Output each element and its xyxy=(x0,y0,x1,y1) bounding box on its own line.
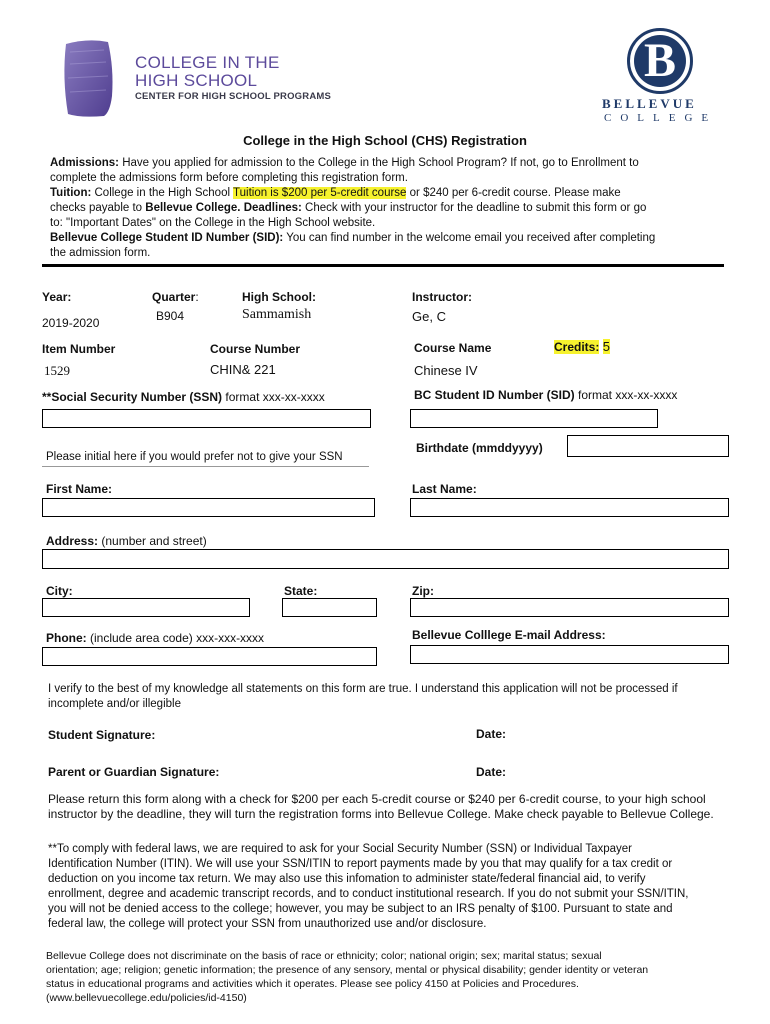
sid-label-row xyxy=(414,388,677,403)
credits-label: Credits: xyxy=(554,340,600,354)
ssn-initial-line[interactable] xyxy=(42,466,369,467)
student-signature-label: Student Signature: xyxy=(48,728,156,742)
bellevue-logo-line1: BELLEVUE xyxy=(602,96,697,111)
item-number-label: Item Number xyxy=(42,342,116,356)
credits-value: 5 xyxy=(602,339,610,354)
bellevue-logo-line2: COLLEGE xyxy=(604,112,718,124)
address-label-row xyxy=(46,534,207,549)
state-label: State: xyxy=(284,584,318,598)
sid-format: format xxx-xx-xxxx xyxy=(574,388,678,402)
sid-intro-label: Bellevue College Student ID Number (SID): xyxy=(50,232,284,244)
state-field[interactable] xyxy=(282,598,377,617)
instructor-label: Instructor: xyxy=(412,290,472,304)
city-field[interactable] xyxy=(42,598,250,617)
high-school-value: Sammamish xyxy=(242,307,312,322)
instructor-value: Ge, C xyxy=(412,309,446,324)
ssn-field[interactable] xyxy=(42,409,371,428)
last-name-field[interactable] xyxy=(410,498,729,517)
quarter-label: Quarter: xyxy=(152,290,199,304)
email-field[interactable] xyxy=(410,645,729,664)
return-instructions: Please return this form along with a check for $200 per each 5-credit course or $240 per 6-credit course, to your high school instructor by the deadline, they will turn the registration forms into Bellevue College. Make check payable to Bellevue College. xyxy=(48,792,714,821)
zip-field[interactable] xyxy=(410,598,729,617)
ssn-label: **Social Security Number (SSN) xyxy=(42,390,223,404)
birthdate-label: Birthdate (mmddyyyy) xyxy=(416,441,543,455)
quarter-value: B904 xyxy=(156,309,185,323)
sid-label: BC Student ID Number (SID) xyxy=(414,388,575,402)
year-value: 2019-2020 xyxy=(42,316,100,330)
chs-logo-mark-icon xyxy=(60,38,116,118)
first-name-label: First Name: xyxy=(46,482,113,496)
chs-logo-line3: CENTER FOR HIGH SCHOOL PROGRAMS xyxy=(135,91,332,102)
sid-intro-text-cont: the admission form. xyxy=(50,247,151,259)
bellevue-b-letter: B xyxy=(643,34,676,87)
admissions-text-cont: complete the admissions form before completing this registration form. xyxy=(50,172,408,184)
high-school-label: High School: xyxy=(242,290,316,304)
zip-label: Zip: xyxy=(412,584,434,598)
ssn-initial-text: Please initial here if you would prefer not to give your SSN xyxy=(46,451,343,463)
parent-date-label: Date: xyxy=(476,765,507,779)
credits-field xyxy=(554,339,610,355)
tuition-text-post: or $240 per 6-credit course. Please make xyxy=(406,187,621,199)
item-number-value: 1529 xyxy=(44,363,70,378)
admissions-text: Have you applied for admission to the College in the High School Program? If not, go to Enrollment to xyxy=(119,157,639,169)
ssn-format: format xxx-xx-xxxx xyxy=(222,390,325,404)
important-dates-text: to: "Important Dates" on the College in the High School website. xyxy=(50,217,376,229)
intro-block xyxy=(50,156,730,261)
phone-label-row xyxy=(46,631,264,646)
tuition-label: Tuition: xyxy=(50,187,92,199)
sid-field[interactable] xyxy=(410,409,658,428)
address-label: Address: xyxy=(46,534,99,548)
email-label: Bellevue Colllege E-mail Address: xyxy=(412,628,606,642)
tuition-text: College in the High School xyxy=(91,187,234,199)
course-number-value: CHIN& 221 xyxy=(210,362,276,377)
course-name-label: Course Name xyxy=(414,341,492,355)
birthdate-field[interactable] xyxy=(567,435,729,457)
page-title: College in the High School (CHS) Registration xyxy=(243,133,527,148)
phone-hint: (include area code) xxx-xxx-xxxx xyxy=(86,631,265,645)
checks-text: checks payable to xyxy=(50,202,146,214)
tuition-highlight: Tuition is $200 per 5-credit course xyxy=(233,187,407,199)
address-hint: (number and street) xyxy=(98,534,207,548)
checks-text-post: Check with your instructor for the deadline to submit this form or go xyxy=(301,202,647,214)
checks-bold: Bellevue College. Deadlines: xyxy=(145,202,302,214)
bellevue-b-seal-icon xyxy=(627,28,693,94)
chs-logo xyxy=(60,38,360,122)
city-label: City: xyxy=(46,584,73,598)
ssn-label-row xyxy=(42,390,325,405)
phone-label: Phone: xyxy=(46,631,87,645)
address-field[interactable] xyxy=(42,549,729,569)
federal-notice: **To comply with federal laws, we are required to ask for your Social Security Number (SSN) or Individual Taxpayer Identification Number (ITIN). We will use your SSN/ITIN to report payments made by you that may qualify for a tax credit or deduction on you income tax return. We may also use this infomation to administer state/federal financial aid, to verify enrollment, degree and academic transcript records, and to conduct institutional research. If you do not submit your SSN/ITIN, you will not be denied access to the college; however, you may be subject to an IRS penalty of $100. Pursuant to state and federal law, the college will protect your SSN from unauthorized use and/or disclosure. xyxy=(48,843,689,930)
section-divider xyxy=(42,264,724,267)
nondiscrimination-notice: Bellevue College does not discriminate on the basis of race or ethnicity; color; national origin; sex; marital status; sexual orientation; age; religion; genetic information; the presence of any sensory, mental or physical disability; gender identity or veteran status in educational programs and activities which it operates. Please see policy 4150 at Policies and Procedures. (www.bellevuecollege.edu/policies/id-4150) xyxy=(46,950,649,1004)
chs-logo-line1: COLLEGE IN THE xyxy=(135,53,280,72)
last-name-label: Last Name: xyxy=(412,482,477,496)
admissions-label: Admissions: xyxy=(50,157,120,169)
bellevue-college-logo xyxy=(598,26,718,126)
course-name-value: Chinese IV xyxy=(414,363,478,378)
parent-signature-label: Parent or Guardian Signature: xyxy=(48,765,220,779)
course-number-label: Course Number xyxy=(210,342,301,356)
student-date-label: Date: xyxy=(476,727,507,741)
verify-text: I verify to the best of my knowledge all statements on this form are true. I understand this application will not be processed if incomplete and/or illegible xyxy=(48,683,678,710)
chs-logo-line2: HIGH SCHOOL xyxy=(135,71,258,90)
year-label: Year: xyxy=(42,290,72,304)
phone-field[interactable] xyxy=(42,647,377,666)
sid-intro-text: You can find number in the welcome email you received after completing xyxy=(283,232,656,244)
first-name-field[interactable] xyxy=(42,498,375,517)
